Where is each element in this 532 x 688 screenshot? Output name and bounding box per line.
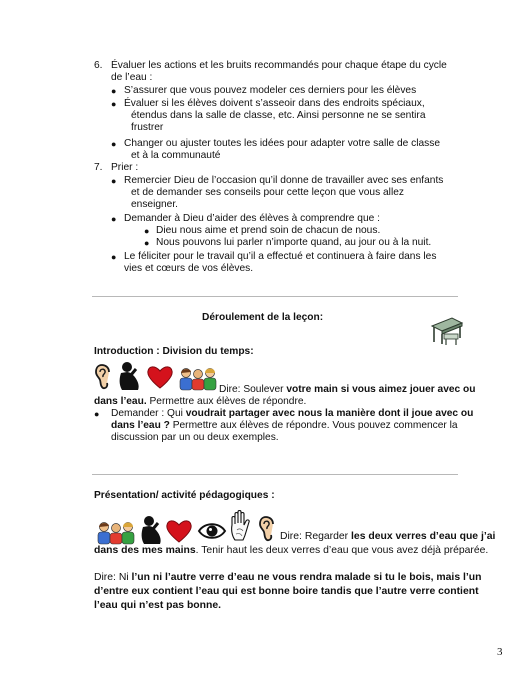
children-group-icon [178, 366, 218, 392]
list7-bullet-1-line-1: Remercier Dieu de l’occasion qu’il donne de travailler avec ses enfants [124, 175, 444, 186]
presentation-dire-prefix: Dire: Regarder [280, 531, 352, 542]
presentation-dire-line-2 [94, 545, 488, 557]
intro-demander-bold: voudrait partager avec nous la manière dont il joue avec ou [185, 408, 474, 419]
school-desk-icon [428, 314, 464, 346]
presentation-line2-bold: dans des mes mains [94, 545, 196, 556]
page-number: 3 [497, 646, 503, 658]
hand-icon [229, 510, 253, 542]
intro-demander-line-2 [111, 420, 458, 432]
bullet-dot: ● [111, 139, 117, 149]
presentation-para2-prefix: Dire: Ni [94, 572, 132, 583]
eye-icon [197, 521, 227, 541]
lesson-heading: Déroulement de la leçon: [202, 312, 324, 323]
list7-sub-bullet-2: Nous pouvons lui parler n’importe quand, au jour ou à la nuit. [156, 237, 432, 248]
list6-line-1: Évaluer les actions et les bruits recommandés pour chaque étape du cycle [111, 60, 447, 71]
heart-icon [165, 518, 193, 544]
list6-bullet-3-line-2: et à la communauté [131, 150, 221, 161]
intro-dire-line-1 [219, 384, 476, 396]
section-divider [92, 296, 458, 297]
bullet-dot: ● [111, 252, 117, 262]
presentation-dire-bold: les deux verres d’eau que j’ai [351, 531, 496, 542]
bullet-dot: ● [144, 226, 150, 236]
intro-dire-line-2 [94, 396, 306, 408]
list7-title: Prier : [111, 162, 139, 173]
bullet-dot: ● [111, 99, 117, 109]
intro-demander-prefix: Demander : Qui [111, 408, 186, 419]
ear-icon [258, 516, 278, 542]
list6-bullet-2-line-3: frustrer [131, 122, 164, 133]
bullet-dot: ● [144, 238, 150, 248]
intro-heading: Introduction : Division du temps: [94, 346, 254, 357]
intro-demander-line-3: discussion par un ou deux exemples. [111, 432, 279, 443]
list6-bullet-1: S’assurer que vous pouvez modeler ces derniers pour les élèves [124, 85, 417, 96]
list7-bullet-1-line-3: enseigner. [131, 199, 179, 210]
presentation-para2-line-2: d’entre eux contient l’eau qui est bonne boire tandis que l’autre verre contient [94, 586, 479, 597]
list7-sub-bullet-1: Dieu nous aime et prend soin de chacun de nous. [156, 225, 381, 236]
presentation-line2-rest: . Tenir haut les deux verres d’eau que vous avez déjà préparée. [195, 545, 489, 556]
intro-line2-bold: dans l’eau. [94, 396, 147, 407]
presentation-para2-line-1 [94, 572, 481, 584]
praying-person-icon [116, 361, 142, 391]
intro-demander-line-1 [111, 408, 473, 420]
bullet-dot: ● [111, 214, 117, 224]
intro-dire-bold: votre main si vous aimez jouer avec ou [286, 384, 476, 395]
list7-bullet-3-line-1: Le féliciter pour le travail qu’il a effectué et continuera à faire dans les [124, 251, 437, 262]
presentation-dire-line-1 [280, 531, 495, 543]
section-divider [92, 474, 458, 475]
list6-bullet-2-line-2: étendus dans la salle de classe, etc. Ainsi personne ne se sentira [131, 110, 426, 121]
list6-bullet-2-line-1: Évaluer si les élèves doivent s’asseoir dans des endroits spéciaux, [124, 98, 425, 109]
intro-demander-line2-rest: Permettre aux élèves de répondre. Vous pouvez commencer la [169, 420, 458, 431]
intro-line2-rest: Permettre aux élèves de répondre. [146, 396, 307, 407]
list7-bullet-3-line-2: vies et cœurs de vos élèves. [124, 263, 254, 274]
list-number-6: 6. [94, 60, 103, 71]
presentation-para2-line-3: l’eau qui n’est pas bonne. [94, 600, 222, 611]
ear-icon [94, 364, 114, 390]
intro-dire-prefix: Dire: Soulever [219, 384, 287, 395]
bullet-dot: ● [94, 409, 100, 419]
bullet-dot: ● [111, 86, 117, 96]
intro-demander-line2-bold: dans l’eau ? [111, 420, 170, 431]
presentation-para2-bold1: l’un ni l’autre verre d’eau ne vous rendra malade si tu le bois, mais l’un [131, 572, 482, 583]
list6-bullet-3-line-1: Changer ou ajuster toutes les idées pour adapter votre salle de classe [124, 138, 441, 149]
bullet-dot: ● [111, 176, 117, 186]
praying-person-icon [138, 515, 164, 545]
presentation-heading: Présentation/ activité pédagogiques : [94, 490, 275, 501]
list7-bullet-1-line-2: et de demander ses conseils pour cette leçon que vous allez [131, 187, 404, 198]
list6-line-2: de l’eau : [111, 72, 153, 83]
list7-bullet-2: Demander à Dieu d’aider des élèves à comprendre que : [124, 213, 380, 224]
heart-icon [146, 364, 174, 390]
children-group-icon [96, 520, 136, 546]
list-number-7: 7. [94, 162, 103, 173]
